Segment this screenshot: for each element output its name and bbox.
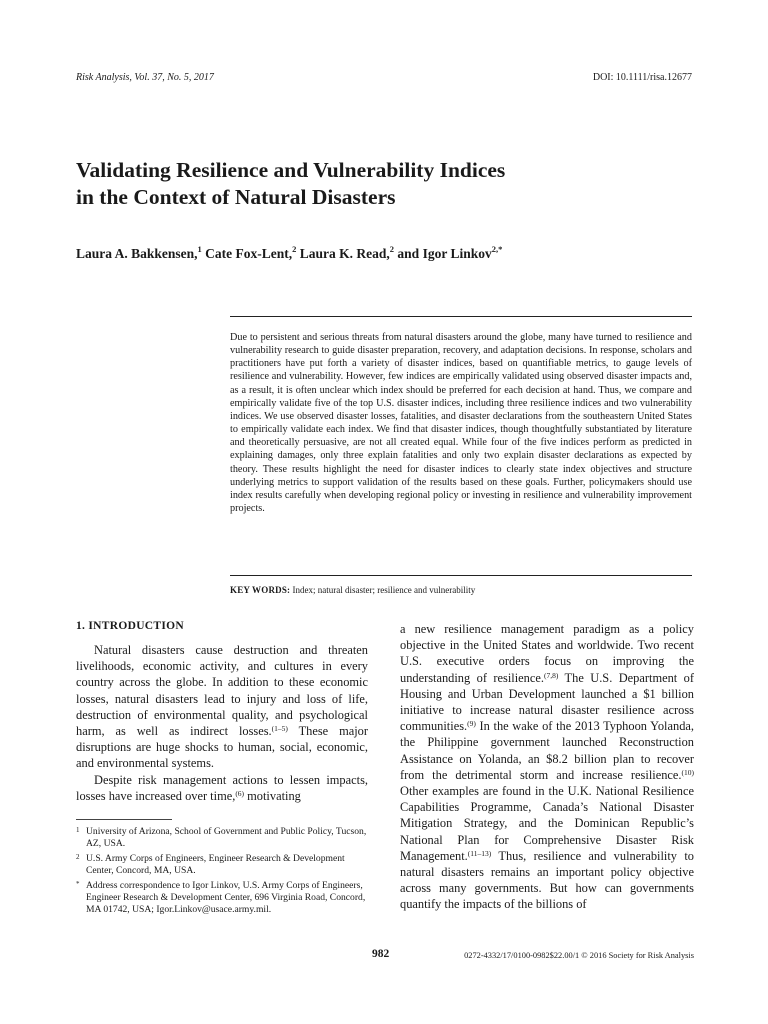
paragraph-text: The U.S. Department of Housing and Urban Development launched a $1 billion initiative to increase natural disaster resilience across communities.: [400, 670, 694, 734]
article-title: [76, 157, 696, 211]
section-heading: 1. INTRODUCTION: [76, 620, 185, 632]
abstract-bottom-rule: [230, 575, 692, 576]
keywords-text: Index; natural disaster; resilience and vulnerability: [292, 585, 476, 595]
abstract: Due to persistent and serious threats from natural disasters around the globe, many have turned to resilience and vulnerability research to guide disaster preparation, recovery, and adaptation decisions. In response, scholars and practitioners have put forth a variety of disaster indices, based on quantifiable metrics, to gauge levels of resilience and vulnerability. However, few indices are empirically validated using observed disaster impacts and, as a result, it is often unclear which index should be preferred for each decision at hand. Thus, we compare and empirically validate five of the top U.S. disaster indices, including three resilience indices and two vulnerability indices. We use observed disaster losses, fatalities, and disaster declarations from the southeastern United States to empirically validate each index. We find that disaster indices, though thoughtfully substantiated by literature and theoretically persuasive, are not all created equal. While four of the five indices perform as predicted in explaining damages, only three explain fatalities and only two explain disaster declarations as expected by theory. These results highlight the need for disaster indices to clearly state index objectives and structure underlying metrics to support validation of the results based on these goals. Further, policymakers should use index results carefully when developing regional policy or investing in resilience and vulnerability improvement projects.: [230, 332, 692, 515]
copyright-line: 0272-4332/17/0100-0982$22.00/1 © 2016 Society for Risk Analysis: [464, 951, 694, 960]
footnote-text: Address correspondence to Igor Linkov, U.S. Army Corps of Engineers, Engineer Research & Development Center, 696 Virginia Road, Concord, MA 01742, USA; Igor.Linkov@usace.army.mil.: [86, 879, 366, 916]
paragraph-text: These major disruptions are huge shocks to human, social, economic, and environmental systems.: [76, 724, 368, 771]
journal-reference: Risk Analysis, Vol. 37, No. 5, 2017: [76, 72, 214, 83]
right-column: [400, 621, 694, 913]
author-affiliation-mark: 2: [292, 244, 297, 254]
footnote-rule: [76, 819, 172, 820]
intro-paragraph-2: [76, 772, 368, 804]
paragraph-text: Natural disasters cause destruction and threaten livelihoods, economic activity, and cultures in every country across the globe. In addition to these economic losses, natural disasters lead to injury and loss of life, destruction of environmental quality, and psychological harm, as well as indirect losses.: [76, 643, 368, 739]
keywords-label: KEY WORDS:: [230, 585, 291, 595]
title-line-2: in the Context of Natural Disasters: [76, 185, 396, 209]
citation-reference[interactable]: (10): [681, 767, 694, 777]
author-name: Cate Fox-Lent,: [205, 246, 293, 261]
author-list: [76, 246, 696, 262]
footnote-text: U.S. Army Corps of Engineers, Engineer Research & Development Center, Concord, MA, USA.: [86, 852, 345, 877]
footnote: [76, 880, 368, 917]
page-number: 982: [372, 948, 390, 960]
footnote: [76, 826, 368, 851]
footnote: [76, 853, 368, 878]
running-header: [76, 72, 692, 88]
citation-reference[interactable]: (11–13): [467, 848, 492, 858]
author-name: Laura A. Bakkensen,: [76, 246, 198, 261]
paragraph-text: Despite risk management actions to lessen impacts, losses have increased over time,: [76, 772, 368, 803]
author-name: Laura K. Read,: [299, 246, 390, 261]
author-affiliation-mark: 2,*: [491, 244, 503, 254]
paragraph-text: a new resilience management paradigm as a policy objective in the United States and worldwide. Two recent U.S. executive orders focus on improving the understanding of resilience.: [400, 622, 694, 685]
intro-paragraph-1: [76, 642, 368, 772]
paragraph-text: Other examples are found in the U.K. National Resilience Capabilities Programme, Canada’s National Disaster Mitigation Strategy, and the Dominican Republic’s National Plan for Comprehensive Disaster Risk Management.: [400, 784, 694, 863]
author-affiliation-mark: 1: [197, 244, 202, 254]
author-affiliation-mark: 2: [389, 244, 395, 254]
footnote-text: University of Arizona, School of Government and Public Policy, Tucson, AZ, USA.: [86, 826, 367, 850]
citation-reference[interactable]: (1–5): [271, 724, 288, 734]
paragraph-text: motivating: [244, 788, 301, 803]
paragraph-text: Thus, resilience and vulnerability to natural disasters remains an important policy objective across many governments. But how can governments quantify the impacts of the billions of: [400, 848, 694, 912]
keywords: [230, 585, 692, 595]
citation-reference[interactable]: (6): [235, 788, 245, 798]
left-column: [76, 620, 368, 804]
footnotes: [76, 826, 368, 919]
abstract-top-rule: [230, 316, 692, 317]
title-line-1: Validating Resilience and Vulnerability Indices: [76, 158, 506, 182]
citation-reference[interactable]: (7,8): [543, 670, 559, 680]
footnote-mark: 2: [76, 852, 80, 861]
paragraph-text: In the wake of the 2013 Typhoon Yolanda, the Philippine government launched Reconstruction Assistance on Yolanda, an $8.2 billion plan to recover from the detrimental storm and increase resilience.: [400, 719, 694, 782]
footnote-mark: 1: [76, 826, 80, 834]
intro-paragraph-continued: [400, 621, 694, 913]
footnote-mark: *: [76, 879, 80, 888]
author-name: and Igor Linkov: [397, 246, 492, 261]
doi-link[interactable]: DOI: 10.1111/risa.12677: [592, 72, 692, 83]
citation-reference[interactable]: (9): [467, 719, 476, 729]
